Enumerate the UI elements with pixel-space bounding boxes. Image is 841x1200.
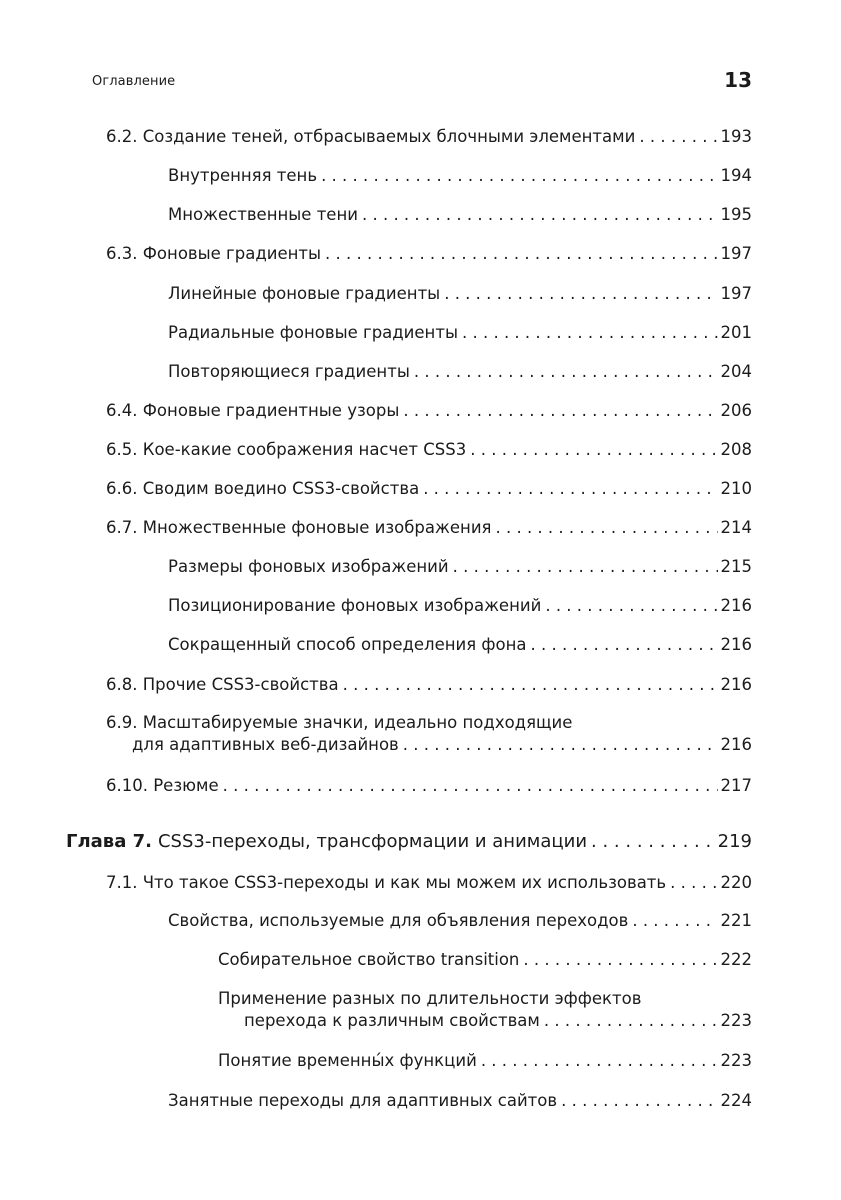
toc-entry-page: 204 xyxy=(720,362,752,381)
toc-entry-bg-image-sizes[interactable] xyxy=(168,556,752,578)
toc-entry-page: 195 xyxy=(720,205,752,224)
running-head: Оглавление xyxy=(92,74,176,89)
toc-entry-page: 194 xyxy=(720,166,752,185)
toc-entry-bg-shorthand[interactable] xyxy=(168,634,752,656)
toc-entry-fun-transitions[interactable] xyxy=(168,1090,752,1112)
toc-entry-6-7[interactable] xyxy=(106,517,752,539)
toc-entry-title: Собирательное свойство transition xyxy=(218,950,520,969)
toc-entry-title: Применение разных по длительности эффектов xyxy=(218,989,642,1008)
dot-leader xyxy=(470,439,717,461)
toc-entry-title: 6.4. Фоновые градиентные узоры xyxy=(106,401,400,420)
dot-leader xyxy=(670,872,717,894)
toc-entry-title: 6.9. Масштабируемые значки, идеально подходящие xyxy=(106,713,573,732)
toc-entry-page: 215 xyxy=(720,557,752,576)
chapter-title: CSS3-переходы, трансформации и анимации xyxy=(157,831,588,852)
toc-entry-title: Повторяющиеся градиенты xyxy=(168,362,410,381)
toc-entry-title: 6.3. Фоновые градиенты xyxy=(106,244,322,263)
toc-entry-title: 6.2. Создание теней, отбрасываемых блочными элементами xyxy=(106,127,636,146)
toc-entry-page: 206 xyxy=(720,401,752,420)
dot-leader xyxy=(453,556,718,578)
toc-entry-page: 219 xyxy=(717,831,752,852)
toc-entry-page: 210 xyxy=(720,479,752,498)
dot-leader xyxy=(523,949,717,971)
page-number: 13 xyxy=(724,68,752,92)
toc-entry-title: Линейные фоновые градиенты xyxy=(168,284,441,303)
toc-entry-page: 197 xyxy=(720,284,752,303)
toc-entry-page: 216 xyxy=(720,735,752,754)
chapter-label: Глава 7. xyxy=(66,831,152,852)
dot-leader xyxy=(223,775,718,797)
dot-leader xyxy=(639,126,717,148)
dot-leader xyxy=(481,1050,718,1072)
toc-entry-title: Сокращенный способ определения фона xyxy=(168,635,527,654)
toc-entry-title-continuation: перехода к различным свойствам xyxy=(244,1011,540,1030)
dot-leader xyxy=(545,595,717,617)
toc-entry-inner-shadow[interactable] xyxy=(168,165,752,187)
toc-entry-transition-shorthand[interactable] xyxy=(218,949,752,971)
dot-leader xyxy=(495,517,717,539)
toc-entry-6-4[interactable] xyxy=(106,400,752,422)
toc-chapter-7[interactable] xyxy=(66,830,752,854)
toc-entry-6-9[interactable] xyxy=(106,712,752,756)
toc-entry-6-5[interactable] xyxy=(106,439,752,461)
toc-entry-title: Радиальные фоновые градиенты xyxy=(168,323,458,342)
toc-entry-bg-image-position[interactable] xyxy=(168,595,752,617)
toc-entry-page: 224 xyxy=(720,1091,752,1110)
toc-entry-page: 223 xyxy=(720,1011,752,1030)
toc-entry-page: 223 xyxy=(720,1051,752,1070)
toc-entry-page: 201 xyxy=(720,323,752,342)
toc-entry-7-1[interactable] xyxy=(106,872,752,894)
toc-entry-title: 6.7. Множественные фоновые изображения xyxy=(106,518,492,537)
toc-entry-title: 6.10. Резюме xyxy=(106,776,219,795)
toc-entry-different-durations[interactable] xyxy=(218,988,752,1032)
dot-leader xyxy=(414,361,718,383)
toc-entry-page: 197 xyxy=(720,244,752,263)
dot-leader xyxy=(403,400,717,422)
dot-leader xyxy=(403,734,718,756)
toc-entry-title: Внутренняя тень xyxy=(168,166,318,185)
toc-entry-title: Понятие временны́х функций xyxy=(218,1051,477,1070)
toc-entry-6-10[interactable] xyxy=(106,775,752,797)
dot-leader xyxy=(321,165,717,187)
toc-entry-title: 6.6. Сводим воедино CSS3-свойства xyxy=(106,479,420,498)
toc-entry-title: Свойства, используемые для объявления переходов xyxy=(168,911,629,930)
toc-entry-multiple-shadows[interactable] xyxy=(168,204,752,226)
dot-leader xyxy=(444,283,717,305)
toc-entry-title: Позиционирование фоновых изображений xyxy=(168,596,542,615)
dot-leader xyxy=(591,830,715,854)
dot-leader xyxy=(423,478,717,500)
dot-leader xyxy=(343,674,718,696)
toc-entry-title: Занятные переходы для адаптивных сайтов xyxy=(168,1091,558,1110)
toc-entry-page: 221 xyxy=(720,911,752,930)
toc-entry-6-8[interactable] xyxy=(106,674,752,696)
toc-entry-6-3[interactable] xyxy=(106,243,752,265)
toc-entry-title: 7.1. Что такое CSS3-переходы и как мы можем их использовать xyxy=(106,873,667,892)
toc-entry-transition-properties[interactable] xyxy=(168,910,752,932)
toc-entry-linear-gradients[interactable] xyxy=(168,283,752,305)
toc-entry-page: 220 xyxy=(720,873,752,892)
toc-entry-repeating-gradients[interactable] xyxy=(168,361,752,383)
toc-entry-title: 6.5. Кое-какие соображения насчет CSS3 xyxy=(106,440,467,459)
toc-entry-title-continuation: для адаптивных веб-дизайнов xyxy=(132,735,399,754)
toc-entry-page: 216 xyxy=(720,675,752,694)
toc-entry-page: 214 xyxy=(720,518,752,537)
dot-leader xyxy=(325,243,717,265)
dot-leader xyxy=(561,1090,717,1112)
toc-entry-title: Размеры фоновых изображений xyxy=(168,557,449,576)
toc-entry-page: 216 xyxy=(720,635,752,654)
toc-entry-page: 217 xyxy=(720,776,752,795)
toc-entry-page: 193 xyxy=(720,127,752,146)
dot-leader xyxy=(462,322,718,344)
toc-entry-title: Множественные тени xyxy=(168,205,358,224)
dot-leader xyxy=(544,1010,718,1032)
toc-entry-6-6[interactable] xyxy=(106,478,752,500)
toc-entry-6-2[interactable] xyxy=(106,126,752,148)
dot-leader xyxy=(531,634,718,656)
toc-entry-page: 222 xyxy=(720,950,752,969)
dot-leader xyxy=(362,204,718,226)
toc-entry-page: 216 xyxy=(720,596,752,615)
toc-entry-timing-functions[interactable] xyxy=(218,1050,752,1072)
dot-leader xyxy=(632,910,717,932)
toc-entry-page: 208 xyxy=(720,440,752,459)
toc-entry-radial-gradients[interactable] xyxy=(168,322,752,344)
toc-entry-title: 6.8. Прочие CSS3-свойства xyxy=(106,675,339,694)
